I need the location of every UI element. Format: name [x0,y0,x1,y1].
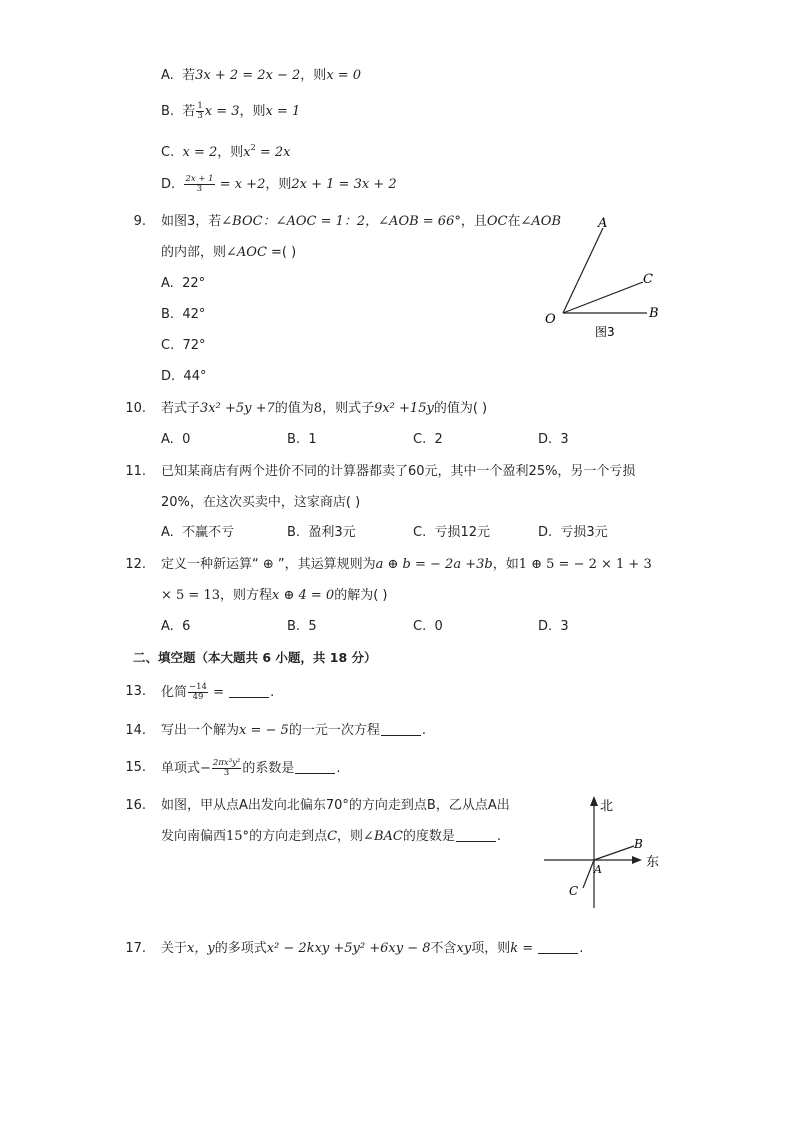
q13-number: 13. [125,684,146,699]
q10-number: 10. [125,401,146,416]
math-expr: x ⊕ 4 = 0 [272,588,335,603]
label-a: A [594,863,602,876]
q11-option-c [413,524,490,542]
q11-line1: 已知某商店有两个进价不同的计算器都卖了60元，其中一个盈利25%，另一个亏损 [161,464,636,479]
q16-direction-figure [540,792,670,912]
option-label: D. [538,432,553,447]
option-text: 3 [560,619,569,634]
option-text: 0 [182,432,191,447]
q9-line2 [161,244,296,262]
math-expr: x = 3 [204,104,240,119]
option-label: A. [161,68,174,83]
q9-option-d [161,368,206,386]
option-label: B. [161,104,175,119]
option-text: 2 [434,432,443,447]
text: . [496,829,501,844]
q9-option-b [161,306,205,324]
text: =( ) [266,245,297,260]
text: . [579,941,584,956]
option-label: C. [413,525,427,540]
option-text: 5 [308,619,317,634]
math-expr: ∠BAC [363,829,403,844]
math-expr: k = [510,941,538,956]
text: ，如 [492,557,519,572]
q16-line1: 如图，甲从点A出发向北偏东70°的方向走到点B，乙从点A出 [161,798,510,813]
q11-option-d [538,524,608,542]
q12-line2 [161,587,388,605]
math-expr: 15° [226,829,250,844]
text: . [336,761,341,776]
option-label: D. [161,177,176,192]
ray-ac [583,860,594,888]
option-label: B. [161,307,175,322]
fraction [184,175,214,194]
label-b: B [634,837,643,851]
math-expr: x = 0 [326,68,362,83]
q13-stem [161,683,274,702]
q9-option-a [161,275,205,293]
math-expr: x，y [187,941,215,956]
option-text: 盈利3元 [308,525,356,540]
math-expr: 1 ⊕ 5 = − 2 × 1 + 3 [518,557,652,572]
q8-option-c [161,139,290,162]
text: 项，则 [471,941,511,956]
label-b: B [649,306,659,321]
text: 的解为( ) [334,588,388,603]
denominator: 49 [192,692,204,702]
q10-option-a [161,431,190,449]
q10-option-b [287,431,317,449]
math-expr: x [243,145,251,160]
q11-option-b [287,524,356,542]
math-expr: x = 1 [265,104,301,119]
text: 若 [182,68,196,83]
text: ，则式子 [322,401,375,416]
text: 发向南偏西 [161,829,227,844]
q15-number: 15. [125,760,146,775]
text: 的方向走到点 [249,829,328,844]
text: . [421,723,426,738]
option-text: 6 [182,619,191,634]
option-label: C. [161,145,175,160]
text: ，则方程 [220,588,273,603]
q15-stem [161,759,340,778]
option-label: C. [413,619,427,634]
q16-line2 [161,828,501,846]
q9-number: 9. [133,214,146,229]
option-label: C. [413,432,427,447]
math-expr: 2x + 1 = 3x + 2 [291,177,397,192]
denominator: 3 [223,768,230,778]
numerator: 2πx³y² [212,758,241,768]
text: 若式子 [161,401,201,416]
q11-line2: 20%，在这次买卖中，这家商店( ) [161,495,361,510]
math-expr: × 5 = 13 [161,588,220,603]
option-text: 1 [308,432,317,447]
text: 单项式 [161,761,201,776]
text: ，则 [239,104,266,119]
q12-option-b [287,618,317,636]
numerator: −14 [189,682,207,692]
option-text: 44° [183,369,207,384]
label-o: O [545,312,556,327]
fraction [196,102,203,121]
label-a: A [598,216,608,231]
east-arrow [632,856,642,864]
option-text: 3 [560,432,569,447]
option-label: D. [538,525,553,540]
math-expr: OC [486,214,508,229]
text: . [270,685,275,700]
q14-stem [161,722,426,740]
option-label: B. [287,619,301,634]
option-label: A. [161,525,174,540]
text: 关于 [161,941,188,956]
text: 的内部，则 [161,245,227,260]
denominator: 3 [196,184,203,194]
q9-option-c [161,337,206,355]
text: − [200,761,211,776]
fraction [188,683,208,702]
text: 的系数是 [242,761,295,776]
text: 的多项式 [214,941,267,956]
north-arrow [590,796,598,806]
math-expr: = x +2 [215,177,266,192]
q8-option-a [161,67,361,85]
text: 不含 [430,941,457,956]
text: ，且 [460,214,487,229]
superscript: 2 [250,143,256,152]
q10-option-c [413,431,443,449]
north-label: 北 [600,799,614,814]
answer-blank[interactable] [538,941,578,954]
label-c: C [643,272,653,287]
option-label: A. [161,432,174,447]
math-expr: = 2x [255,145,291,160]
option-label: D. [538,619,553,634]
math-expr: ∠AOC [226,245,267,260]
text: 在 [507,214,521,229]
text: 若 [182,104,196,119]
text: 的度数是 [402,829,455,844]
q12-option-c [413,618,443,636]
label-c: C [569,884,579,898]
text: = [208,685,229,700]
math-expr: 8 [313,401,323,416]
q12-number: 12. [125,557,146,572]
text: 的值为 [274,401,314,416]
q10-option-d [538,431,569,449]
text: ，则 [217,145,244,160]
text: 定义一种新运算“ ⊕ ”，其运算规则为 [161,557,376,572]
answer-blank[interactable] [456,829,496,842]
q12-option-d [538,618,569,636]
option-text: 亏损3元 [560,525,608,540]
q11-number: 11. [125,464,146,479]
q14-number: 14. [125,723,146,738]
math-expr: ∠BOC：∠AOC = 1：2，∠AOB = 66° [221,214,461,229]
q10-stem [161,400,487,418]
q11-option-a [161,524,234,542]
q9-line1 [161,213,561,231]
numerator: 1 [197,101,203,111]
option-text: 42° [182,307,206,322]
math-expr: C [327,829,338,844]
q8-option-b [161,102,300,121]
denominator: 3 [197,111,203,121]
option-text: 亏损12元 [434,525,491,540]
math-expr: 3x + 2 = 2x − 2 [195,68,301,83]
q12-option-a [161,618,190,636]
math-expr: 9x² +15y [374,401,434,416]
numerator: 2x + 1 [185,174,214,184]
option-text: 72° [182,338,206,353]
text: ，则 [337,829,364,844]
math-expr: x² − 2kxy +5y² +6xy − 8 [266,941,431,956]
q17-number: 17. [125,941,146,956]
section-title: 二、填空题（本大题共 6 小题，共 18 分） [133,650,377,665]
option-label: B. [287,525,301,540]
math-expr: a ⊕ b = − 2a +3b [375,557,493,572]
option-text: 不赢不亏 [182,525,235,540]
q17-stem [161,940,583,958]
text: ，则 [265,177,292,192]
option-label: C. [161,338,175,353]
option-label: A. [161,276,174,291]
answer-blank[interactable] [229,685,269,698]
option-text: 22° [182,276,206,291]
math-expr: x = 2 [182,145,218,160]
q8-option-d [161,175,397,194]
text: 化简 [161,685,188,700]
figure-caption: 图3 [595,325,615,339]
east-label: 东 [646,855,660,870]
math-expr: xy [456,941,472,956]
q9-angle-figure [535,210,670,340]
option-label: B. [287,432,301,447]
option-label: A. [161,619,174,634]
q12-line1 [161,556,652,574]
fraction [212,759,241,778]
answer-blank[interactable] [381,723,421,736]
option-label: D. [161,369,176,384]
text: ，则 [300,68,327,83]
math-expr: 3x² +5y +7 [200,401,275,416]
ray-ab [594,846,634,860]
option-text: 0 [434,619,443,634]
answer-blank[interactable] [295,761,335,774]
q16-number: 16. [125,798,146,813]
text: 如图3，若 [161,214,222,229]
text: 写出一个解为 [161,723,240,738]
text: 的一元一次方程 [288,723,380,738]
text: 的值为( ) [433,401,488,416]
math-expr: x = − 5 [239,723,289,738]
math-expr: ∠AOB [520,214,561,229]
